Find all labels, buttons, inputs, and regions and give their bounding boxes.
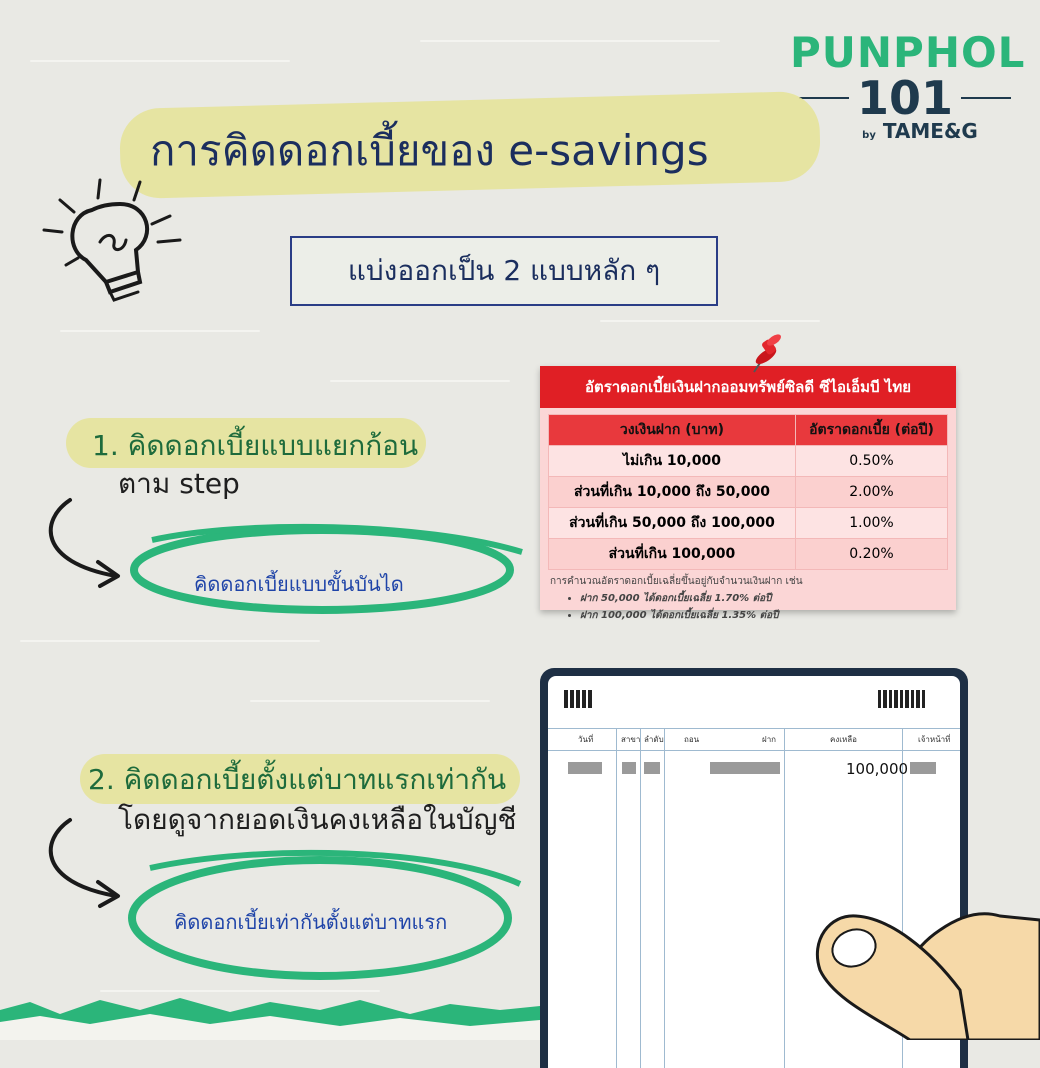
- redacted-seq: [644, 762, 660, 774]
- tier-cell: ไม่เกิน 10,000: [549, 446, 796, 477]
- redacted-officer: [910, 762, 936, 774]
- method2-subtitle: โดยดูจากยอดเงินคงเหลือในบัญชี: [118, 803, 517, 836]
- rate-cell: 1.00%: [795, 508, 947, 539]
- redacted-deposit: [710, 762, 780, 774]
- table-row: [549, 477, 948, 508]
- example-item: • ฝาก 50,000 ได้ดอกเบี้ยเฉลี่ย 1.70% ต่อปี: [580, 591, 946, 606]
- rate-table: [548, 414, 948, 570]
- table-row: [549, 508, 948, 539]
- subtitle-box: แบ่งออกเป็น 2 แบบหลัก ๆ: [290, 236, 718, 306]
- redacted-date: [568, 762, 602, 774]
- logo-by-name: TAME&G: [882, 119, 978, 143]
- method2-oval-text: คิดดอกเบี้ยเท่ากันตั้งแต่บาทแรก: [174, 910, 448, 934]
- column-header: คงเหลือ: [830, 734, 857, 744]
- table-row: [549, 446, 948, 477]
- note-text: การคำนวณอัตราดอกเบี้ยเฉลี่ยขึ้นอยู่กับจำนวนเงินฝาก เช่น: [550, 576, 803, 587]
- table-row: [549, 539, 948, 570]
- logo-by-label: by: [862, 130, 876, 141]
- tier-cell: ส่วนที่เกิน 100,000: [549, 539, 796, 570]
- page-title: การคิดดอกเบี้ยของ e-savings: [150, 126, 709, 175]
- tier-cell: ส่วนที่เกิน 50,000 ถึง 100,000: [549, 508, 796, 539]
- rate-table-header: วงเงินฝาก (บาท): [549, 415, 796, 446]
- rate-card-note: [550, 574, 946, 623]
- rate-table-header: อัตราดอกเบี้ย (ต่อปี): [795, 415, 947, 446]
- rate-cell: 0.50%: [795, 446, 947, 477]
- rate-cell: 0.20%: [795, 539, 947, 570]
- column-header: สาขา: [621, 734, 641, 744]
- barcode-mark: [564, 690, 592, 708]
- column-header: ลำดับ: [644, 734, 664, 744]
- column-header: เจ้าหน้าที่: [918, 734, 951, 744]
- column-header: ฝาก: [762, 734, 777, 744]
- method1-title: 1. คิดดอกเบี้ยแบบแยกก้อน: [92, 429, 419, 462]
- redacted-branch: [622, 762, 636, 774]
- logo-brand: PUNPHOL: [790, 28, 1026, 77]
- tier-cell: ส่วนที่เกิน 10,000 ถึง 50,000: [549, 477, 796, 508]
- method1-oval-text: คิดดอกเบี้ยแบบขั้นบันได: [194, 572, 404, 596]
- lightbulb-icon: [40, 170, 190, 310]
- push-pin-icon: [744, 332, 784, 376]
- hand-illustration: [790, 880, 1040, 1040]
- logo-number: 101: [856, 71, 954, 125]
- method2-title: 2. คิดดอกเบี้ยตั้งแต่บาทแรกเท่ากัน: [88, 763, 507, 796]
- example-item: • ฝาก 100,000 ได้ดอกเบี้ยเฉลี่ย 1.35% ต่อปี: [580, 608, 946, 623]
- rate-card: [540, 366, 956, 621]
- balance-value: 100,000: [846, 760, 909, 778]
- method1-subtitle: ตาม step: [118, 467, 240, 500]
- column-header: วันที่: [578, 734, 594, 744]
- punphol-logo: [790, 28, 1026, 143]
- torn-paper-edge: [0, 980, 540, 1040]
- rate-cell: 2.00%: [795, 477, 947, 508]
- barcode-mark: [878, 690, 925, 708]
- column-header: ถอน: [684, 734, 700, 744]
- rate-card-title: อัตราดอกเบี้ยเงินฝากออมทรัพย์ซิลดี ซีไอเอ็มบี ไทย: [540, 366, 956, 408]
